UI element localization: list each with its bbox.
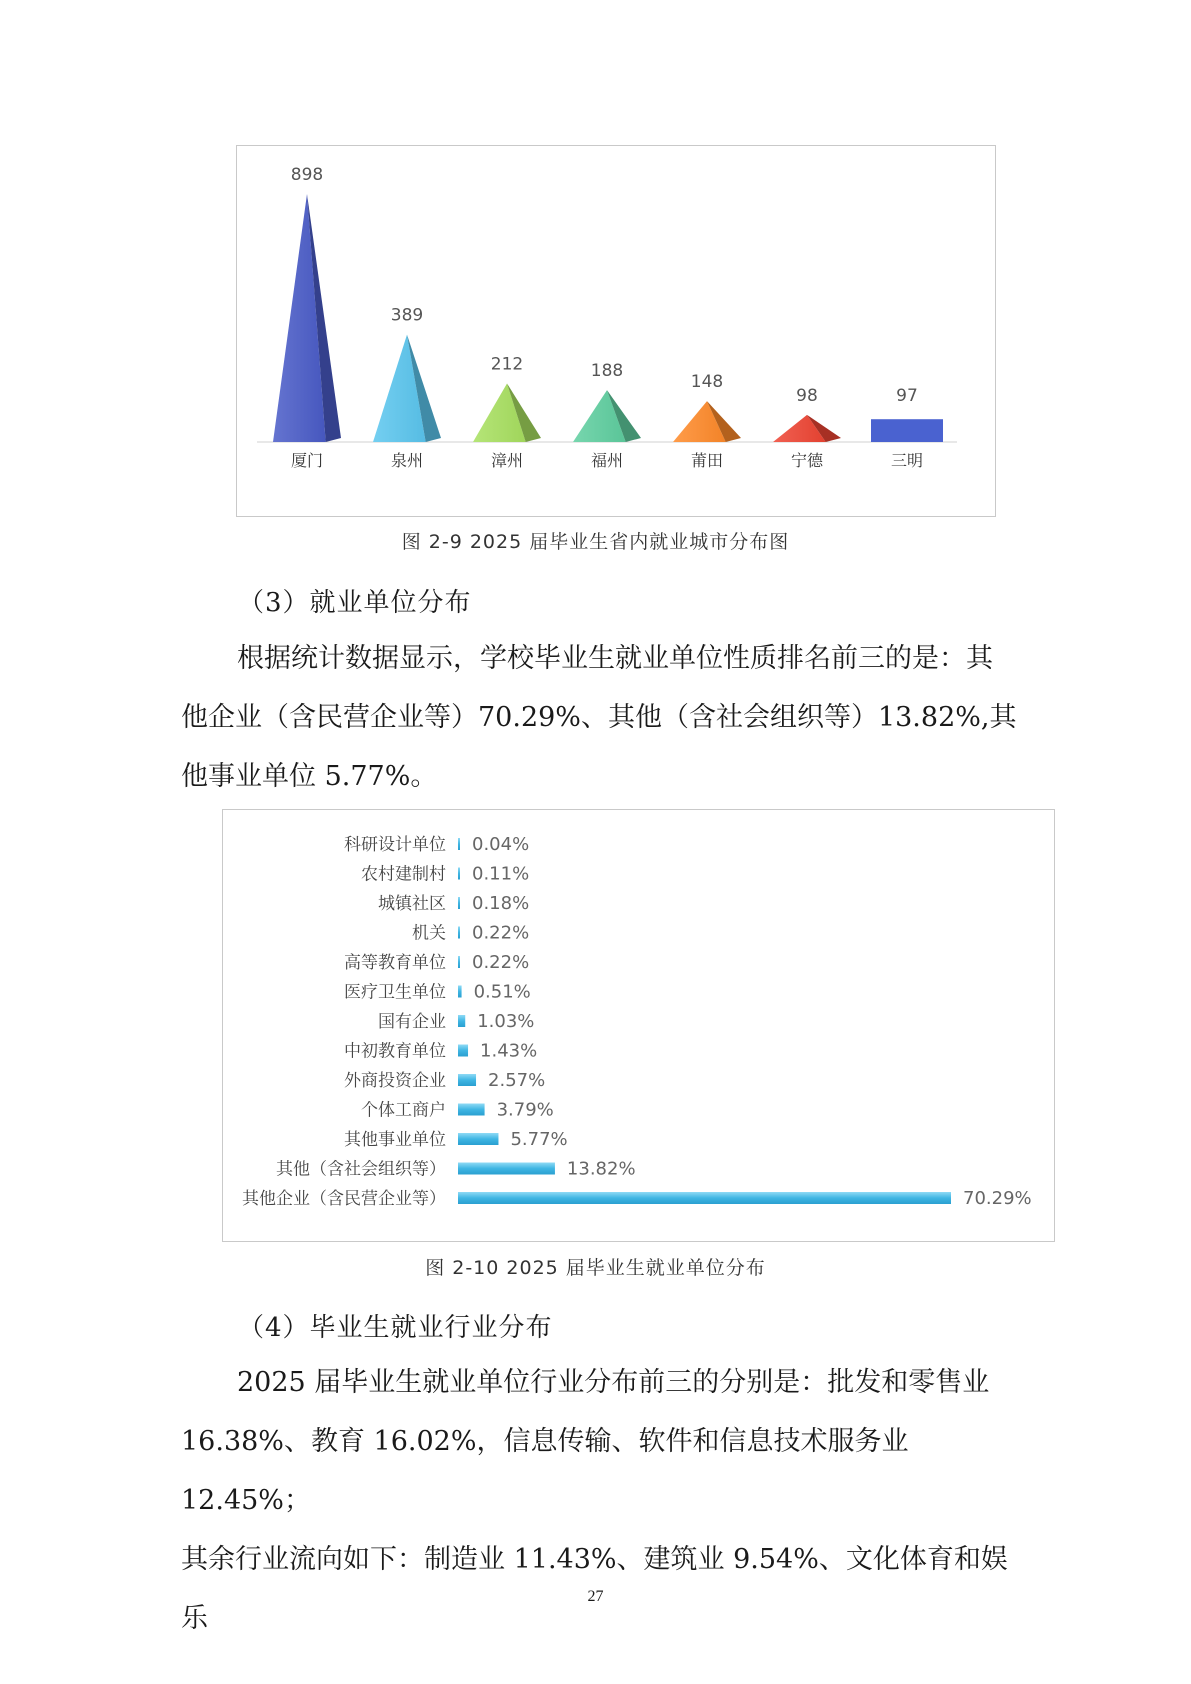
bar — [458, 956, 460, 968]
value-label: 0.04% — [472, 834, 530, 855]
category-label: 其他（含社会组织等） — [276, 1159, 446, 1180]
bar — [458, 1163, 555, 1175]
value-label: 2.57% — [488, 1070, 546, 1091]
value-label: 70.29% — [963, 1188, 1032, 1209]
category-label: 莆田 — [690, 451, 724, 470]
category-label: 其他企业（含民营企业等） — [242, 1189, 446, 1209]
value-label: 13.82% — [566, 1158, 636, 1180]
category-label: 国有企业 — [378, 1012, 446, 1032]
bar — [458, 1015, 465, 1027]
value-label: 898 — [290, 165, 324, 185]
pyramid-bar-莆田 — [673, 401, 741, 442]
value-label: 0.18% — [472, 893, 530, 914]
pyramid-bar-宁德 — [773, 415, 841, 442]
value-label: 0.51% — [473, 981, 531, 1003]
value-label: 0.22% — [472, 922, 530, 944]
value-label: 0.22% — [472, 952, 530, 973]
paragraph-line: 16.38%、教育 16.02%，信息传输、软件和信息技术服务业 12.45%； — [181, 1426, 909, 1516]
category-label: 机关 — [412, 923, 446, 944]
category-label: 个体工商户 — [361, 1100, 446, 1121]
category-label: 中初教育单位 — [344, 1041, 446, 1062]
city-distribution-chart — [236, 145, 996, 517]
value-label: 1.03% — [477, 1011, 535, 1032]
pyramid-bar-三明 — [871, 419, 943, 442]
category-label: 科研设计单位 — [344, 835, 446, 855]
pyramid-bar-漳州 — [473, 383, 541, 442]
paragraph-employer-distribution — [181, 629, 1031, 806]
category-label: 高等教育单位 — [344, 953, 446, 973]
bar — [458, 927, 460, 939]
bar — [458, 1104, 485, 1116]
paragraph-line: 他企业（含民营企业等）70.29%、其他（含社会组织等）13.82%,其 — [181, 702, 1017, 733]
paragraph-line: 他事业单位 5.77%。 — [181, 761, 438, 792]
value-label: 0.11% — [472, 863, 530, 885]
bar — [871, 419, 943, 442]
category-label: 外商投资企业 — [344, 1071, 446, 1091]
section-heading-industry-distribution: （4）毕业生就业行业分布 — [238, 1313, 553, 1343]
paragraph-line: 其余行业流向如下：制造业 11.43%、建筑业 9.54%、文化体育和娱乐 — [181, 1544, 1008, 1634]
bar — [458, 897, 460, 909]
category-label: 其他事业单位 — [344, 1130, 446, 1150]
employer-chart-svg — [223, 810, 1054, 1241]
value-label: 98 — [796, 385, 818, 406]
bar — [458, 986, 462, 998]
value-label: 3.79% — [496, 1099, 554, 1121]
category-label: 泉州 — [390, 451, 424, 470]
bar — [458, 1192, 951, 1204]
bar — [458, 1133, 498, 1145]
category-label: 农村建制村 — [361, 864, 446, 885]
category-label: 三明 — [890, 451, 924, 470]
employer-type-chart — [222, 809, 1055, 1242]
bar — [458, 1074, 476, 1086]
value-label: 148 — [690, 372, 724, 393]
value-label: 97 — [896, 386, 918, 407]
bar — [458, 1045, 468, 1057]
category-label: 宁德 — [790, 451, 824, 470]
value-label: 389 — [390, 305, 424, 326]
category-label: 厦门 — [290, 451, 324, 470]
figure-caption-2-9: 图 2-9 2025 届毕业生省内就业城市分布图 — [401, 531, 790, 553]
value-label: 5.77% — [510, 1129, 568, 1150]
city-chart-svg — [237, 146, 995, 516]
category-label: 漳州 — [490, 451, 524, 470]
page-number: 27 — [587, 1588, 604, 1605]
pyramid-bar-福州 — [573, 390, 641, 442]
category-label: 城镇社区 — [378, 894, 446, 914]
figure-caption-2-10: 图 2-10 2025 届毕业生就业单位分布 — [425, 1257, 766, 1279]
bar — [458, 838, 460, 850]
category-label: 福州 — [590, 451, 624, 470]
value-label: 212 — [490, 354, 524, 375]
paragraph-line: 根据统计数据显示，学校毕业生就业单位性质排名前三的是：其 — [237, 643, 993, 674]
pyramid-bar-泉州 — [373, 335, 441, 442]
bar — [458, 868, 460, 880]
section-heading-employer-distribution: （3）就业单位分布 — [238, 588, 472, 618]
pyramid-bar-厦门 — [273, 194, 341, 442]
paragraph-line: 2025 届毕业生就业单位行业分布前三的分别是：批发和零售业 — [237, 1367, 990, 1398]
category-label: 医疗卫生单位 — [344, 982, 446, 1003]
value-label: 188 — [590, 361, 624, 382]
value-label: 1.43% — [480, 1040, 538, 1062]
